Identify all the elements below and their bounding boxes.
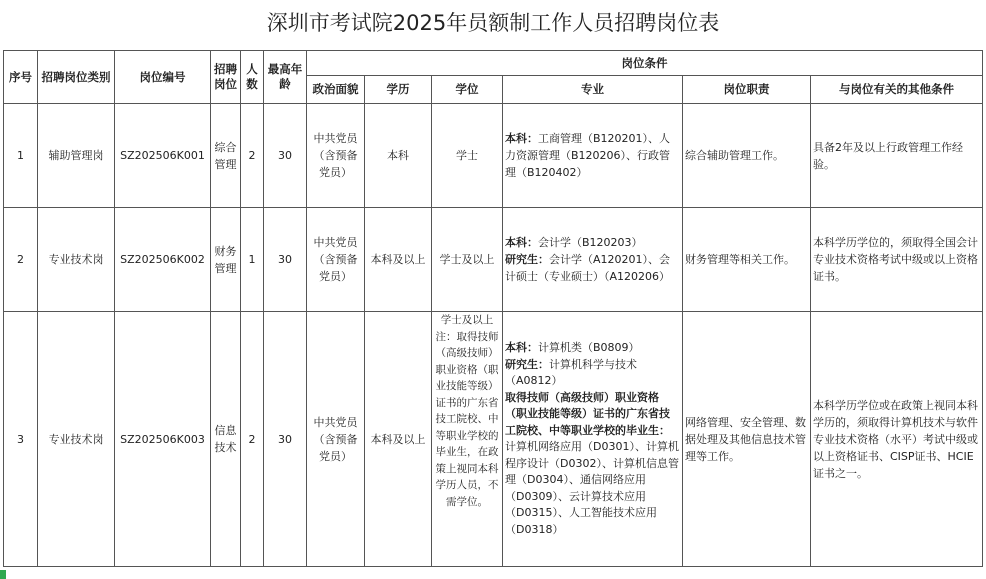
major-label: 本科： <box>505 341 538 354</box>
cell-degree <box>432 312 503 567</box>
major-text: 计算机类（B0809） <box>538 341 640 354</box>
cell-code: SZ202506K002 <box>115 208 211 312</box>
cell-education: 本科 <box>365 104 432 208</box>
major-text: 工商管理（B120201）、人力资源管理（B120206）、行政管理（B120402） <box>505 132 671 179</box>
recruitment-table <box>3 50 983 567</box>
major-label: 本科： <box>505 132 538 145</box>
header-age: 最高年龄 <box>264 51 307 104</box>
cell-age: 30 <box>264 208 307 312</box>
major-label: 取得技师（高级技师）职业资格（职业技能等级）证书的广东省技工院校、中等职业学校的毕业生： <box>505 390 670 437</box>
cell-politics: 中共党员（含预备党员） <box>307 104 365 208</box>
degree-note: 注：取得技师（高级技师）职业资格（职业技能等级）证书的广东省技工院校、中等职业学校的毕业生，在政策上视同本科学历人员，不需学位。 <box>435 330 499 508</box>
cell-post: 财务管理 <box>211 208 241 312</box>
cell-major <box>503 312 683 567</box>
header-row-1 <box>4 51 983 76</box>
cell-degree: 学士及以上 <box>432 208 503 312</box>
cell-duty: 网络管理、安全管理、数据处理及其他信息技术管理等工作。 <box>683 312 811 567</box>
major-label: 研究生： <box>505 357 549 371</box>
cell-post: 综合管理 <box>211 104 241 208</box>
cell-age: 30 <box>264 104 307 208</box>
table-row <box>4 312 983 567</box>
header-politics: 政治面貌 <box>307 76 365 104</box>
corner-marker <box>0 570 6 579</box>
major-label: 本科： <box>505 236 538 249</box>
header-other: 与岗位有关的其他条件 <box>811 76 983 104</box>
cell-age: 30 <box>264 312 307 567</box>
cell-code: SZ202506K003 <box>115 312 211 567</box>
cell-other: 具备2年及以上行政管理工作经验。 <box>811 104 983 208</box>
table-row <box>4 208 983 312</box>
header-category: 招聘岗位类别 <box>38 51 115 104</box>
header-conditions: 岗位条件 <box>307 51 983 76</box>
cell-politics: 中共党员（含预备党员） <box>307 312 365 567</box>
page-title: 深圳市考试院2025年员额制工作人员招聘岗位表 <box>266 11 720 35</box>
header-major: 专业 <box>503 76 683 104</box>
cell-duty: 财务管理等相关工作。 <box>683 208 811 312</box>
cell-category: 辅助管理岗 <box>38 104 115 208</box>
cell-post: 信息技术 <box>211 312 241 567</box>
major-label: 研究生： <box>505 253 549 266</box>
header-seq: 序号 <box>4 51 38 104</box>
cell-major <box>503 208 683 312</box>
cell-seq: 3 <box>4 312 38 567</box>
table-row <box>4 104 983 208</box>
cell-other: 本科学历学位的，须取得全国会计专业技术资格考试中级或以上资格证书。 <box>811 208 983 312</box>
degree-value: 学士及以上 <box>440 314 494 326</box>
cell-major <box>503 104 683 208</box>
cell-education: 本科及以上 <box>365 208 432 312</box>
cell-education: 本科及以上 <box>365 312 432 567</box>
cell-duty: 综合辅助管理工作。 <box>683 104 811 208</box>
cell-other: 本科学历学位或在政策上视同本科学历的，须取得计算机技术与软件专业技术资格（水平）考试中级或以上资格证书、CISP证书、HCIE证书之一。 <box>811 312 983 567</box>
cell-count: 2 <box>241 312 264 567</box>
cell-degree: 学士 <box>432 104 503 208</box>
cell-seq: 2 <box>4 208 38 312</box>
major-text: 计算机科学与技术（A0812） <box>505 357 637 387</box>
cell-category: 专业技术岗 <box>38 312 115 567</box>
header-duty: 岗位职责 <box>683 76 811 104</box>
major-text: 会计学（B120203） <box>538 236 643 249</box>
header-degree: 学位 <box>432 76 503 104</box>
cell-category: 专业技术岗 <box>38 208 115 312</box>
cell-count: 2 <box>241 104 264 208</box>
major-text: 计算机网络应用（D0301）、计算机程序设计（D0302）、计算机信息管理（D0304）、通信网络应用（D0309）、云计算技术应用（D0315）、人工智能技术应用（D0318） <box>505 440 679 536</box>
cell-seq: 1 <box>4 104 38 208</box>
cell-count: 1 <box>241 208 264 312</box>
cell-code: SZ202506K001 <box>115 104 211 208</box>
header-post: 招聘岗位 <box>211 51 241 104</box>
header-count: 人数 <box>241 51 264 104</box>
cell-politics: 中共党员（含预备党员） <box>307 208 365 312</box>
major-text: 会计学（A120201）、会计硕士（专业硕士）（A120206） <box>505 253 671 283</box>
header-code: 岗位编号 <box>115 51 211 104</box>
header-education: 学历 <box>365 76 432 104</box>
